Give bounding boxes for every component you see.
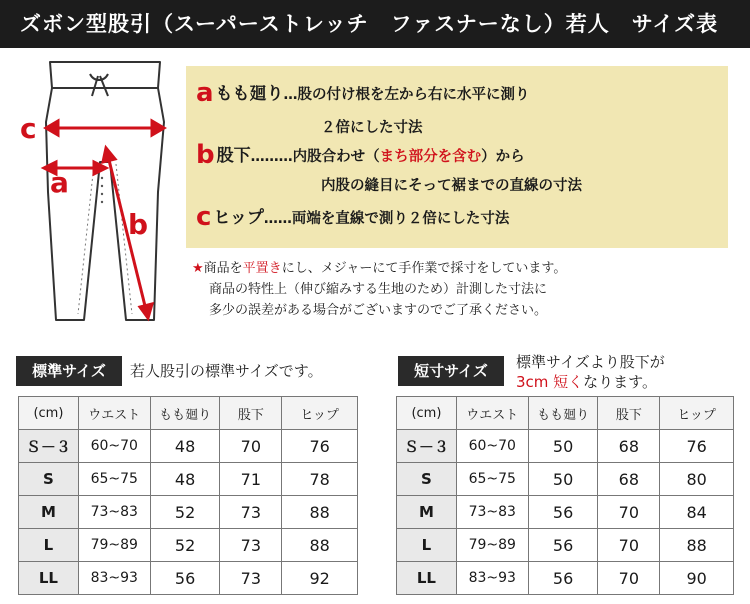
table-row [19, 430, 358, 463]
inseam-cell: 70 [598, 529, 660, 562]
note-line-1-red: 平置き [242, 261, 282, 276]
hip-cell: 90 [660, 562, 734, 595]
waist-cell: 73~83 [456, 496, 528, 529]
table-header-row [397, 397, 734, 430]
short-size-desc-1: 標準サイズより股下が [516, 353, 665, 371]
table-row [19, 529, 358, 562]
standard-size-badge: 標準サイズ [16, 356, 122, 386]
thigh-cell: 48 [150, 430, 220, 463]
size-label: Ｓ－３ [19, 430, 79, 463]
thigh-cell: 50 [528, 430, 598, 463]
legend-c-letter: c [196, 202, 212, 232]
table-row [19, 463, 358, 496]
legend-b-letter: b [196, 140, 215, 170]
note-line-1-pre: 商品を [203, 261, 243, 276]
legend-a [196, 78, 530, 108]
hip-cell: 76 [660, 430, 734, 463]
thigh-cell: 52 [150, 496, 220, 529]
thigh-cell: 48 [150, 463, 220, 496]
note-line-3: 多少の誤差がある場合がございますのでご了承ください。 [209, 303, 548, 318]
header-thigh: もも廻り [528, 397, 598, 430]
size-label: L [19, 529, 79, 562]
size-label: LL [19, 562, 79, 595]
legend-c-text1: 両端を直線で測り２倍にした寸法 [291, 211, 510, 227]
header-waist: ウエスト [456, 397, 528, 430]
star-icon: ★ [192, 261, 204, 276]
short-size-badge: 短寸サイズ [398, 356, 504, 386]
hip-cell: 78 [282, 463, 358, 496]
legend-b-term: 股下 [216, 146, 251, 166]
thigh-cell: 56 [528, 496, 598, 529]
inseam-cell: 73 [220, 529, 282, 562]
size-label: M [19, 496, 79, 529]
hip-cell: 76 [282, 430, 358, 463]
label-c: c [20, 112, 37, 145]
thigh-cell: 56 [528, 529, 598, 562]
waist-cell: 60~70 [456, 430, 528, 463]
header-waist: ウエスト [78, 397, 150, 430]
size-label: LL [397, 562, 457, 595]
thigh-cell: 50 [528, 463, 598, 496]
thigh-cell: 56 [150, 562, 220, 595]
legend-a-text2: ２倍にした寸法 [321, 120, 423, 136]
thigh-cell: 56 [528, 562, 598, 595]
waistband [50, 62, 160, 88]
legend-a-letter: a [196, 78, 214, 108]
header-inseam: 股下 [598, 397, 660, 430]
header-unit: (cm) [19, 397, 79, 430]
table-header-row [19, 397, 358, 430]
note-line-2: 商品の特性上（伸び縮みする生地のため）計測した寸法に [209, 282, 548, 297]
header-hip: ヒップ [282, 397, 358, 430]
legend-a-dots: … [283, 87, 298, 103]
legend-b-text1-red: まち部分を含む [379, 149, 482, 165]
hip-cell: 84 [660, 496, 734, 529]
legend-b [196, 140, 525, 170]
hip-cell: 88 [660, 529, 734, 562]
label-a: a [50, 166, 69, 199]
waist-cell: 65~75 [456, 463, 528, 496]
waist-cell: 73~83 [78, 496, 150, 529]
inseam-cell: 70 [598, 496, 660, 529]
short-size-table [396, 396, 734, 595]
label-b: b [128, 208, 149, 241]
size-label: S [19, 463, 79, 496]
standard-size-table [18, 396, 358, 595]
table-row [397, 529, 734, 562]
size-label: S [397, 463, 457, 496]
pants-diagram [8, 52, 188, 344]
waist-cell: 83~93 [456, 562, 528, 595]
note-line-1 [192, 258, 732, 279]
inseam-cell: 70 [598, 562, 660, 595]
note-line-1-post: にし、メジャーにて手作業で採寸をしています。 [281, 261, 567, 276]
legend-b-text1-pre: 内股合わせ（ [292, 149, 380, 165]
legend-b-dots: ……… [250, 149, 293, 165]
short-size-desc-post: なります。 [583, 373, 657, 391]
hip-cell: 88 [282, 529, 358, 562]
inseam-cell: 73 [220, 496, 282, 529]
table-row [19, 496, 358, 529]
waist-cell: 65~75 [78, 463, 150, 496]
waist-cell: 79~89 [456, 529, 528, 562]
table-row [397, 463, 734, 496]
table-row [397, 562, 734, 595]
short-size-desc-red: 3cm 短く [516, 373, 584, 391]
pants-outline [46, 88, 164, 320]
inseam-cell: 71 [220, 463, 282, 496]
inseam-cell: 73 [220, 562, 282, 595]
hip-cell: 88 [282, 496, 358, 529]
legend-c [196, 202, 509, 232]
header-unit: (cm) [397, 397, 457, 430]
inseam-cell: 68 [598, 430, 660, 463]
header-thigh: もも廻り [150, 397, 220, 430]
legend-a-text1: 股の付け根を左から右に水平に測り [297, 87, 530, 103]
waist-cell: 79~89 [78, 529, 150, 562]
header-hip: ヒップ [660, 397, 734, 430]
legend-b-text2: 内股の縫目にそって裾までの直線の寸法 [321, 178, 582, 194]
thigh-cell: 52 [150, 529, 220, 562]
measurement-notes [192, 258, 732, 321]
legend-b-text1-post: ）から [481, 149, 525, 165]
table-row [19, 562, 358, 595]
header-inseam: 股下 [220, 397, 282, 430]
waist-cell: 60~70 [78, 430, 150, 463]
hip-cell: 92 [282, 562, 358, 595]
size-label: Ｓ－３ [397, 430, 457, 463]
legend-a-term: もも廻り [215, 84, 284, 104]
inseam-cell: 70 [220, 430, 282, 463]
table-row [397, 496, 734, 529]
inseam-cell: 68 [598, 463, 660, 496]
hip-cell: 80 [660, 463, 734, 496]
measurement-legend [186, 66, 728, 248]
size-label: M [397, 496, 457, 529]
waist-cell: 83~93 [78, 562, 150, 595]
standard-size-desc: 若人股引の標準サイズです。 [130, 362, 323, 380]
size-label: L [397, 529, 457, 562]
table-row [397, 430, 734, 463]
short-size-desc-2 [516, 372, 657, 392]
legend-c-term: ヒップ [213, 208, 264, 228]
page-title: ズボン型股引（スーパーストレッチ ファスナーなし）若人 サイズ表 [0, 0, 750, 48]
legend-c-dots: …… [263, 211, 292, 227]
